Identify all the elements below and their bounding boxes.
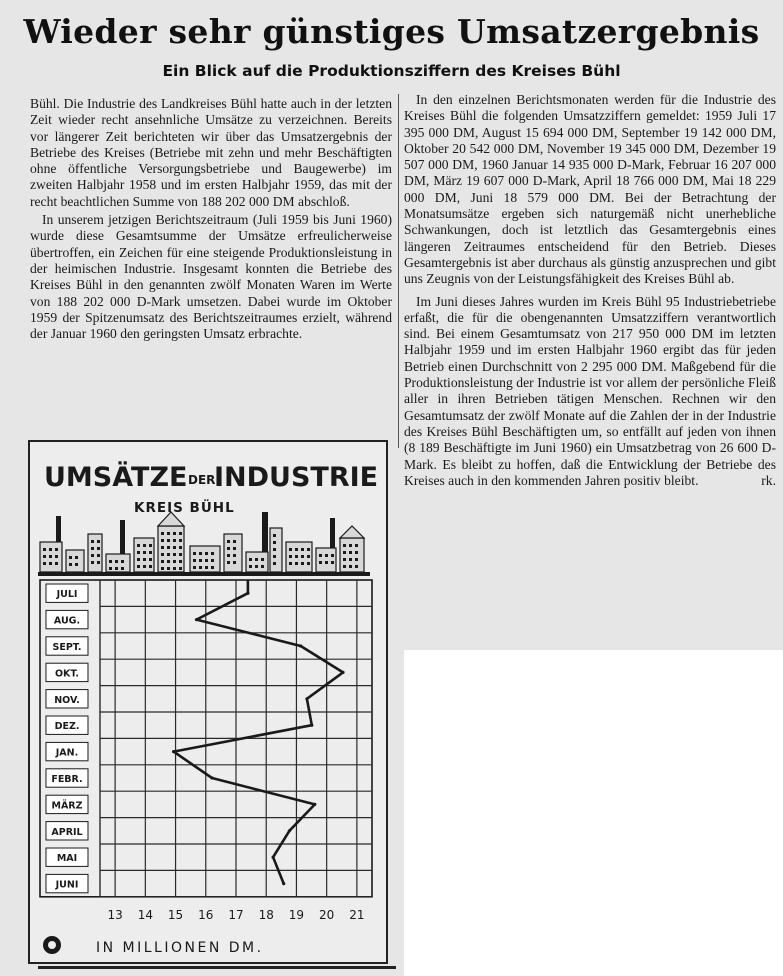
skyline-window (167, 567, 170, 570)
skyline-window (121, 567, 124, 570)
skyline-window (149, 558, 152, 561)
skyline-window (301, 555, 304, 558)
chart-value-axis-label: IN MILLIONEN DM. (96, 940, 264, 956)
bottom-rule (38, 966, 396, 969)
skyline-window (273, 541, 276, 544)
sales-data-point (172, 750, 175, 753)
skyline-window (355, 551, 358, 554)
skyline-window (167, 532, 170, 535)
skyline-window (233, 554, 236, 557)
skyline-window (355, 544, 358, 547)
value-tick-label: 19 (288, 907, 305, 922)
skyline-window (273, 562, 276, 565)
skyline-window (349, 565, 352, 568)
category-label: FEBR. (51, 774, 83, 785)
chart-title-part1: UMSÄTZE (44, 462, 188, 493)
sales-data-point (288, 829, 291, 832)
sales-data-point (246, 592, 249, 595)
skyline-window (319, 554, 322, 557)
chart-subtitle: KREIS BÜHL (134, 500, 235, 516)
skyline-window (137, 544, 140, 547)
skyline-window (179, 567, 182, 570)
skyline-window (211, 552, 214, 555)
skyline-window (343, 544, 346, 547)
skyline-window (343, 558, 346, 561)
skyline-window (143, 551, 146, 554)
category-label: AUG. (53, 615, 81, 627)
skyline-window (137, 558, 140, 561)
left-paragraph-2: In unserem jetzigen Berichtszeitraum (Juli 1959 bis Juni 1960) wurde diese Gesamtsumme der Umsätze erfreulicherweise übertroffen, ein Zeichen für eine steigende Produktionsleistung in der heimischen Industrie. Insgesamt konnten die Betriebe des Kreises Bühl in den genannten zwölf Monaten Waren im Werte von 188 202 000 D-Mark umsetzen. Dabei wurde im Oktober 1959 der Spitzenumsatz des Berichtszeitraumes erzielt, während der Januar 1960 den geringsten Umsatz erbrachte. (30, 212, 392, 342)
skyline-window (295, 562, 298, 565)
skyline-window (149, 544, 152, 547)
value-tick-label: 14 (137, 907, 153, 922)
skyline-window (355, 558, 358, 561)
value-tick-label: 13 (107, 907, 123, 922)
skyline-window (233, 547, 236, 550)
skyline-window (49, 555, 52, 558)
value-tick-label: 16 (198, 907, 214, 922)
skyline-chimney (56, 516, 61, 542)
skyline-window (115, 567, 118, 570)
publisher-logo (43, 936, 61, 954)
skyline-window (193, 566, 196, 569)
skyline-window (179, 539, 182, 542)
skyline-window (355, 565, 358, 568)
skyline-window (173, 567, 176, 570)
skyline-window (193, 552, 196, 555)
skyline-window (261, 558, 264, 561)
sales-data-point (272, 856, 275, 859)
skyline-window (91, 554, 94, 557)
skyline-window (75, 556, 78, 559)
skyline-window (273, 548, 276, 551)
skyline-window (249, 565, 252, 568)
category-label: JUNI (55, 879, 79, 891)
skyline-window (211, 566, 214, 569)
skyline-building (224, 534, 242, 572)
right-paragraph-1: In den einzelnen Berichtsmonaten werden für die Industrie des Kreises Bühl die folgenden Umsatzziffern gemeldet: 1959 Juli 17 395 000 DM, August 15 694 000 DM, September 19 142 000 DM, Oktober 20 542 000 DM, November 19 345 000 DM, Dezember 19 507 000 DM, 1960 Januar 14 935 000 D-Mark, Februar 16 207 000 DM, März 19 607 000 D-Mark, April 18 766 000 DM, Mai 18 229 000 DM, Juni 18 579 000 DM. Bei der Betrachtung der Monatsumsätze ergeben sich naturgemäß nicht unerhebliche Schwankungen, doch ist letztlich das Gesamtergebnis eines längeren Zeitraumes entscheidend für den Betrieb. Dieses Gesamtergebnis ist aber durchaus als günstig anzusprechen und gibt uns Zeugnis von der Leistungsfähigkeit des Kreises Bühl ab. (404, 92, 776, 287)
skyline-window (69, 563, 72, 566)
left-paragraph-1: Bühl. Die Industrie des Landkreises Bühl hatte auch in der letzten Zeit wieder recht ansehnliche Umsätze zu verzeichnen. Bereits vor längerer Zeit berichteten wir über das Umsatzergebnis der Betriebe des Kreises (Betriebe mit zehn und mehr Beschäftigten ohne öffentliche Versorgungsbetriebe und Baugewerbe) im zweiten Halbjahr 1958 und im ersten Halbjahr 1959, das mit der recht beachtlichen Summe von 188 202 000 DM abschloß. (30, 96, 392, 209)
skyline-window (91, 547, 94, 550)
skyline-window (91, 540, 94, 543)
skyline-window (173, 560, 176, 563)
skyline-window (137, 565, 140, 568)
skyline-window (97, 547, 100, 550)
skyline-window (205, 552, 208, 555)
skyline-window (211, 559, 214, 562)
sales-data-point (313, 803, 316, 806)
skyline-window (161, 539, 164, 542)
skyline-window (167, 539, 170, 542)
skyline-building (88, 534, 102, 572)
skyline-window (161, 567, 164, 570)
skyline-chimney (120, 520, 125, 554)
skyline-window (173, 539, 176, 542)
skyline-window (289, 562, 292, 565)
category-label: NOV. (54, 694, 80, 706)
skyline-window (173, 532, 176, 535)
skyline-window (255, 565, 258, 568)
headline: Wieder sehr günstiges Umsatzergebnis (23, 12, 760, 51)
skyline-window (307, 562, 310, 565)
skyline-window (109, 560, 112, 563)
plot-area (40, 580, 372, 922)
skyline-chimney (262, 512, 268, 552)
skyline-window (349, 558, 352, 561)
skyline-window (121, 560, 124, 563)
skyline-window (301, 562, 304, 565)
sales-data-point (305, 697, 308, 700)
sales-data-point (299, 644, 302, 647)
skyline-window (343, 565, 346, 568)
blank-area (404, 650, 783, 976)
sales-data-point (282, 882, 285, 885)
skyline-window (199, 559, 202, 562)
skyline-window (307, 548, 310, 551)
skyline-window (261, 565, 264, 568)
factory-skyline-illustration (38, 512, 370, 576)
skyline-window (75, 563, 78, 566)
logo-center (48, 941, 56, 949)
skyline-window (349, 544, 352, 547)
skyline-window (227, 547, 230, 550)
skyline-window (97, 561, 100, 564)
skyline-window (307, 555, 310, 558)
skyline-window (343, 551, 346, 554)
skyline-window (273, 534, 276, 537)
sales-data-point (310, 724, 313, 727)
right-paragraph-2 (404, 294, 776, 490)
author-signature: rk. (761, 472, 776, 488)
skyline-window (143, 544, 146, 547)
value-tick-label: 20 (319, 907, 335, 922)
skyline-window (167, 560, 170, 563)
skyline-window (325, 554, 328, 557)
skyline-window (91, 561, 94, 564)
skyline-window (319, 561, 322, 564)
skyline-window (227, 540, 230, 543)
chart-title-part2: DER (188, 473, 216, 487)
skyline-building (66, 550, 84, 572)
skyline-window (179, 532, 182, 535)
skyline-window (289, 555, 292, 558)
skyline-window (109, 567, 112, 570)
skyline-window (49, 562, 52, 565)
skyline-window (161, 546, 164, 549)
skyline-window (173, 546, 176, 549)
skyline-window (49, 548, 52, 551)
skyline-window (295, 548, 298, 551)
right-column (404, 92, 776, 491)
value-tick-label: 15 (167, 907, 184, 922)
skyline-window (331, 554, 334, 557)
column-divider (398, 94, 399, 448)
skyline-window (273, 555, 276, 558)
skyline-window (349, 551, 352, 554)
skyline-window (301, 548, 304, 551)
skyline-window (255, 558, 258, 561)
skyline-window (227, 561, 230, 564)
subheadline: Ein Blick auf die Produktionsziffern des Kreises Bühl (162, 62, 621, 80)
chart-title-part3: INDUSTRIE (214, 462, 379, 493)
skyline-window (233, 561, 236, 564)
skyline-window (149, 565, 152, 568)
sales-data-point (341, 671, 344, 674)
skyline-window (55, 548, 58, 551)
skyline-window (115, 560, 118, 563)
left-column (30, 96, 392, 344)
skyline-window (161, 560, 164, 563)
skyline-window (193, 559, 196, 562)
value-tick-label: 17 (228, 907, 244, 922)
skyline-window (199, 566, 202, 569)
skyline-window (167, 553, 170, 556)
skyline-window (179, 546, 182, 549)
skyline-window (173, 553, 176, 556)
category-label: JULI (56, 589, 78, 601)
category-label: MAI (56, 853, 78, 865)
skyline-window (55, 562, 58, 565)
skyline-window (149, 551, 152, 554)
skyline-window (289, 548, 292, 551)
skyline-window (161, 532, 164, 535)
skyline-window (295, 555, 298, 558)
sales-data-point (195, 618, 198, 621)
sales-data-point (210, 776, 213, 779)
skyline-window (55, 555, 58, 558)
skyline-window (233, 540, 236, 543)
category-label: SEPT. (52, 642, 82, 653)
skyline-window (43, 548, 46, 551)
skyline-window (199, 552, 202, 555)
skyline-window (43, 555, 46, 558)
category-label: MÄRZ (51, 800, 83, 812)
sales-chart-svg (30, 442, 386, 962)
skyline-window (43, 562, 46, 565)
skyline-window (167, 546, 170, 549)
skyline-window (179, 553, 182, 556)
skyline-window (205, 559, 208, 562)
category-label: OKT. (54, 668, 80, 680)
skyline-chimney (330, 518, 335, 548)
category-label: APRIL (51, 826, 83, 838)
skyline-window (227, 554, 230, 557)
skyline-window (331, 561, 334, 564)
sales-chart (28, 440, 388, 964)
right-paragraph-2-text: Im Juni dieses Jahres wurden im Kreis Bühl 95 Industriebetriebe erfaßt, die für die obengenannten Umsatzziffern verantwortlich sind. Bei einem Gesamtumsatz von 217 950 000 DM im letzten Halbjahr 1959 und im ersten Halbjahr 1960 ergibt das für jeden Betrieb einen Durchschnitt von 2 295 000 DM. Maßgebend für die Produktionsleistung der Industrie ist vor allem der persönliche Fleiß aller in ihren Betrieben tätigen Menschen. Rechnen wir den Gesamtumsatz der zwölf Monate auf die Zahlen der in der Industrie des Kreises Bühl Beschäftigten um, so entfällt auf jeden von ihnen (8 189 Beschäftigte im Juni 1960) ein Umsatzbetrag von 26 600 D-Mark. Es bleibt zu hoffen, daß die Entwicklung der Betriebe des Kreises auch in den kommenden Jahren positiv bleibt. (404, 293, 776, 488)
value-tick-label: 21 (349, 907, 365, 922)
category-label: DEZ. (54, 721, 80, 733)
value-tick-label: 18 (258, 907, 274, 922)
skyline-window (143, 565, 146, 568)
skyline-window (69, 556, 72, 559)
skyline-window (137, 551, 140, 554)
skyline-roof (340, 526, 364, 538)
skyline-window (143, 558, 146, 561)
skyline-building (316, 548, 336, 572)
skyline-window (97, 540, 100, 543)
skyline-window (97, 554, 100, 557)
skyline-window (205, 566, 208, 569)
skyline-window (249, 558, 252, 561)
category-label: JAN. (55, 747, 79, 759)
skyline-window (179, 560, 182, 563)
skyline-window (325, 561, 328, 564)
skyline-window (161, 553, 164, 556)
skyline-building (246, 552, 268, 572)
